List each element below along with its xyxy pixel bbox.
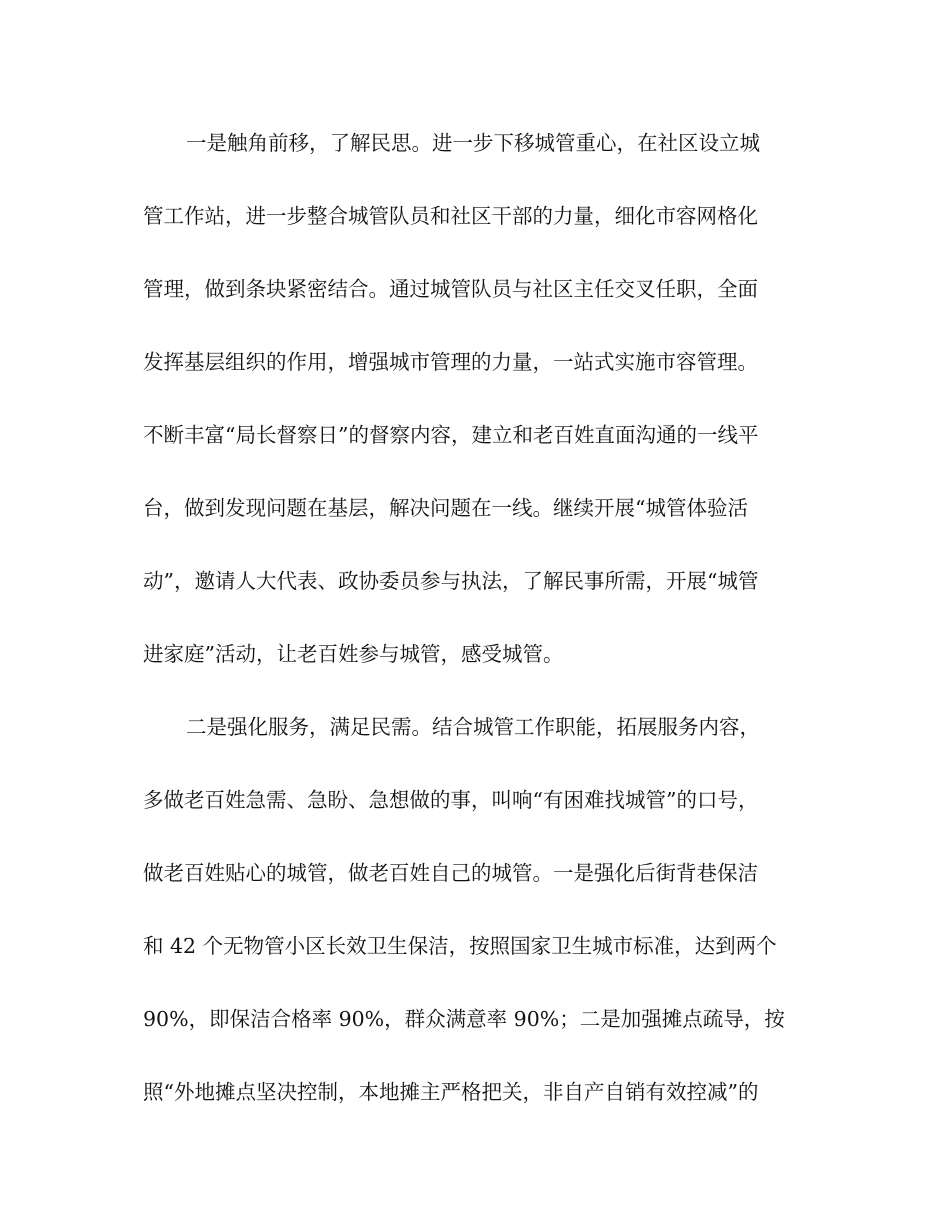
paragraph-2-line-2: 多做老百姓急需、急盼、急想做的事，叫响“有困难找城管”的口号， xyxy=(143,788,759,812)
paragraph-1-line-1: 一是触角前移，了解民思。进一步下移城管重心，在社区设立城 xyxy=(186,131,760,155)
paragraph-1-line-4: 发挥基层组织的作用，增强城市管理的力量，一站式实施市容管理。 xyxy=(143,350,758,374)
paragraph-2-line-4: 和 42 个无物管小区长效卫生保洁，按照国家卫生城市标准，达到两个 xyxy=(143,934,777,958)
paragraph-1-line-5: 不断丰富“局长督察日”的督察内容，建立和老百姓直面沟通的一线平 xyxy=(143,423,759,447)
paragraph-2-line-5: 90%，即保洁合格率 90%，群众满意率 90%；二是加强摊点疏导，按 xyxy=(143,1007,785,1031)
paragraph-2-line-1: 二是强化服务，满足民需。结合城管工作职能，拓展服务内容， xyxy=(186,715,760,739)
paragraph-1-line-6: 台，做到发现问题在基层，解决问题在一线。继续开展“城管体验活 xyxy=(143,496,748,520)
paragraph-1-line-2: 管工作站，进一步整合城管队员和社区干部的力量，细化市容网格化 xyxy=(143,204,758,228)
paragraph-2-line-3: 做老百姓贴心的城管，做老百姓自己的城管。一是强化后街背巷保洁 xyxy=(143,861,758,885)
paragraph-1-line-3: 管理，做到条块紧密结合。通过城管队员与社区主任交叉任职，全面 xyxy=(143,277,758,301)
paragraph-1-line-8: 进家庭”活动，让老百姓参与城管，感受城管。 xyxy=(143,642,564,666)
paragraph-1-line-7: 动”，邀请人大代表、政协委员参与执法，了解民事所需，开展“城管 xyxy=(143,569,759,593)
paragraph-2-line-6: 照“外地摊点坚决控制，本地摊主严格把关，非自产自销有效控减”的 xyxy=(143,1080,759,1104)
